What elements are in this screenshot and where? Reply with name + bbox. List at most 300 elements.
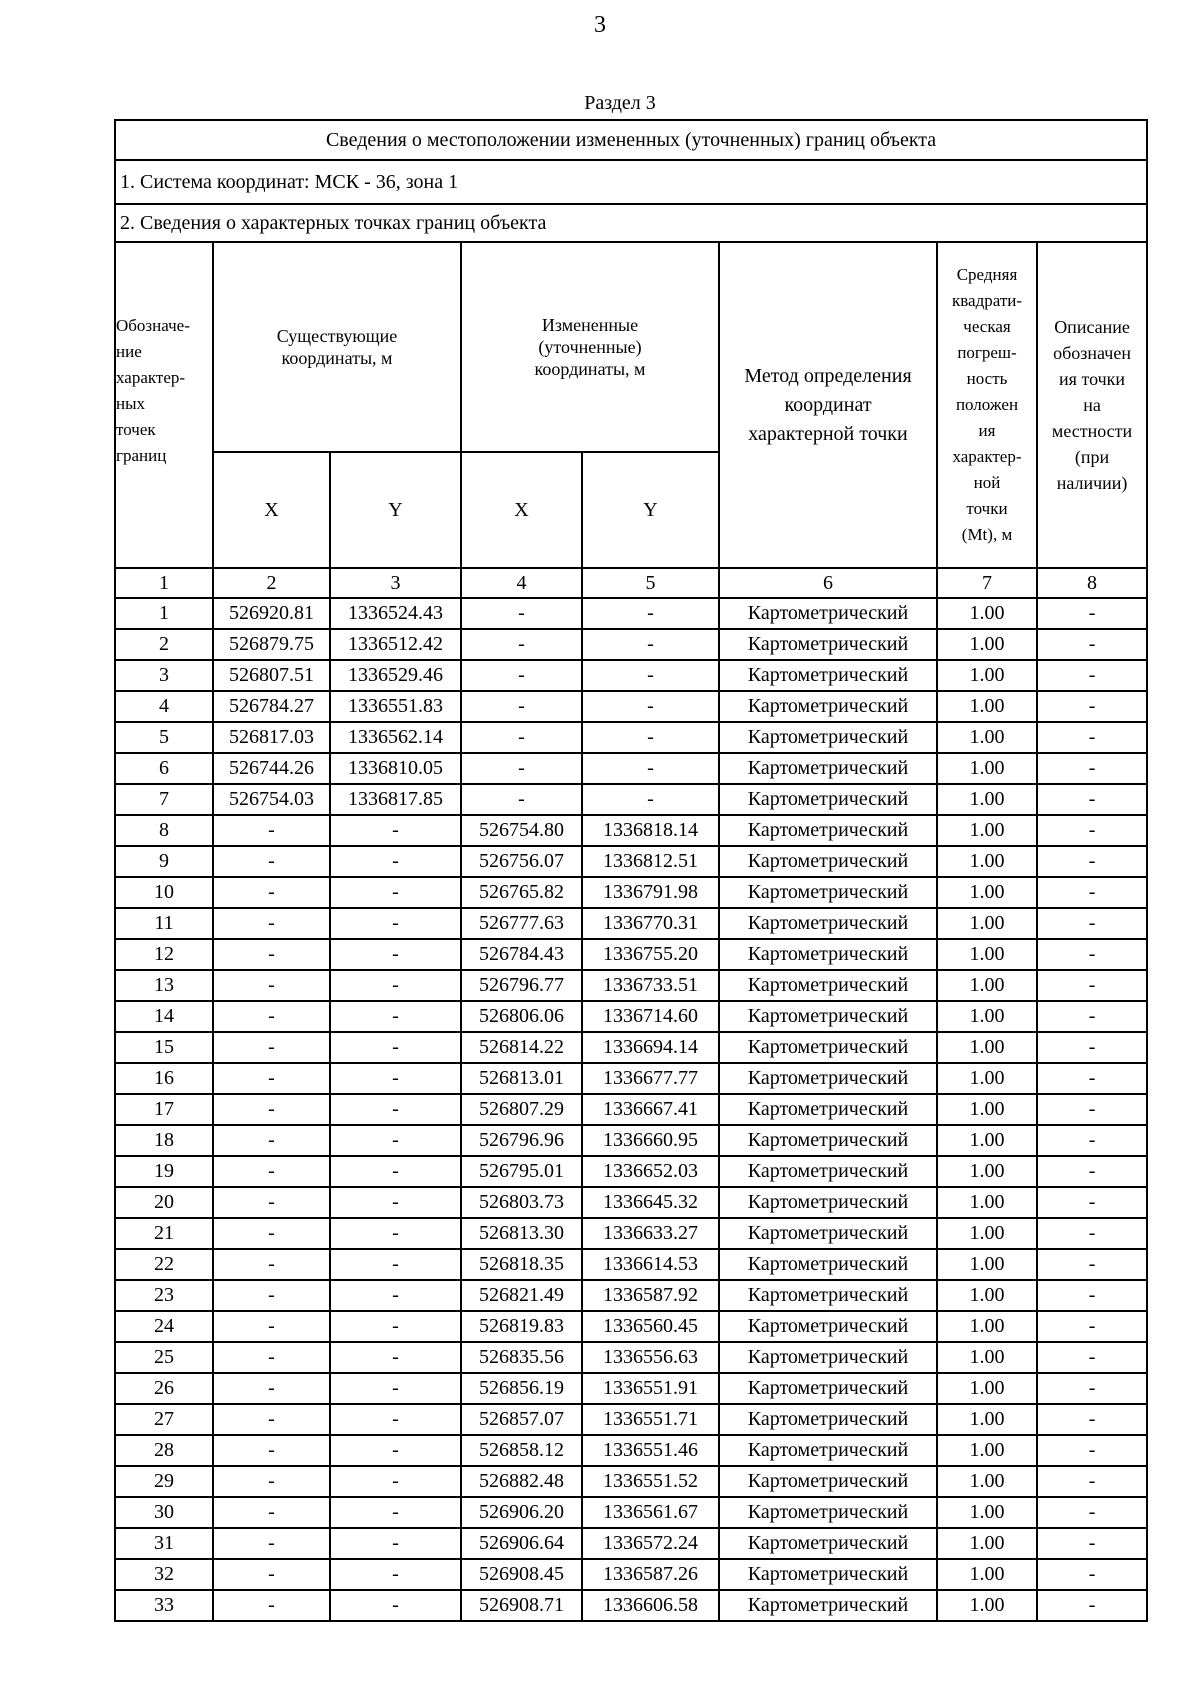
table-row [115,1125,1147,1156]
error-cell: 1.00 [937,877,1037,908]
x-changed-cell: 526765.82 [461,877,582,908]
x-existing-cell: - [213,877,330,908]
point-number-cell: 17 [115,1094,213,1125]
y-existing-cell: - [330,1528,461,1559]
section-title: Раздел 3 [584,92,656,114]
header-existing-coordinates: Существующие координаты, м [213,242,461,452]
y-existing-cell: - [330,1590,461,1621]
error-cell: 1.00 [937,1311,1037,1342]
x-changed-cell: 526784.43 [461,939,582,970]
x-existing-cell: - [213,1404,330,1435]
description-cell: - [1037,939,1147,970]
x-changed-cell: - [461,691,582,722]
y-changed-cell: 1336633.27 [582,1218,719,1249]
y-changed-cell: 1336677.77 [582,1063,719,1094]
point-number-cell: 25 [115,1342,213,1373]
method-cell: Картометрический [719,629,937,660]
x-changed-cell: 526821.49 [461,1280,582,1311]
y-existing-cell: - [330,1280,461,1311]
error-cell: 1.00 [937,1528,1037,1559]
point-number-cell: 10 [115,877,213,908]
x-changed-cell: 526795.01 [461,1156,582,1187]
x-changed-cell: 526756.07 [461,846,582,877]
y-changed-cell: 1336587.92 [582,1280,719,1311]
y-changed-cell: 1336652.03 [582,1156,719,1187]
y-changed-cell: 1336812.51 [582,846,719,877]
description-cell: - [1037,629,1147,660]
point-number-cell: 23 [115,1280,213,1311]
y-changed-cell: - [582,722,719,753]
point-number-cell: 1 [115,598,213,629]
table-row [115,1528,1147,1559]
description-cell: - [1037,1528,1147,1559]
column-number: 8 [1037,568,1147,598]
description-cell: - [1037,1435,1147,1466]
x-existing-cell: 526920.81 [213,598,330,629]
x-existing-cell: - [213,970,330,1001]
table-row [115,1435,1147,1466]
table-row [115,629,1147,660]
method-cell: Картометрический [719,1404,937,1435]
y-existing-cell: 1336810.05 [330,753,461,784]
table-row [115,1311,1147,1342]
error-cell: 1.00 [937,1435,1037,1466]
header-y-existing: Y [330,452,461,568]
table-row [115,815,1147,846]
description-cell: - [1037,1156,1147,1187]
y-existing-cell: - [330,1094,461,1125]
y-existing-cell: - [330,846,461,877]
x-changed-cell: 526819.83 [461,1311,582,1342]
point-number-cell: 26 [115,1373,213,1404]
method-cell: Картометрический [719,939,937,970]
error-cell: 1.00 [937,1559,1037,1590]
x-changed-cell: 526814.22 [461,1032,582,1063]
y-changed-cell: 1336551.91 [582,1373,719,1404]
error-cell: 1.00 [937,1373,1037,1404]
table-row [115,1497,1147,1528]
x-existing-cell: 526879.75 [213,629,330,660]
y-existing-cell: 1336551.83 [330,691,461,722]
y-changed-cell: 1336606.58 [582,1590,719,1621]
x-changed-cell: 526882.48 [461,1466,582,1497]
x-changed-cell: 526908.45 [461,1559,582,1590]
table-row [115,877,1147,908]
y-existing-cell: - [330,1466,461,1497]
y-changed-cell: 1336791.98 [582,877,719,908]
table-row [115,1280,1147,1311]
x-existing-cell: - [213,1435,330,1466]
point-number-cell: 8 [115,815,213,846]
method-cell: Картометрический [719,691,937,722]
point-number-cell: 33 [115,1590,213,1621]
y-existing-cell: - [330,1435,461,1466]
y-changed-cell: 1336587.26 [582,1559,719,1590]
y-changed-cell: - [582,598,719,629]
y-existing-cell: - [330,1218,461,1249]
y-existing-cell: 1336529.46 [330,660,461,691]
x-changed-cell: - [461,722,582,753]
x-changed-cell: 526906.64 [461,1528,582,1559]
table-row [115,1559,1147,1590]
point-number-cell: 5 [115,722,213,753]
x-existing-cell: - [213,1373,330,1404]
point-number-cell: 29 [115,1466,213,1497]
description-cell: - [1037,846,1147,877]
table-row [115,691,1147,722]
table-row [115,1218,1147,1249]
y-changed-cell: 1336667.41 [582,1094,719,1125]
x-changed-cell: 526754.80 [461,815,582,846]
error-cell: 1.00 [937,1342,1037,1373]
y-existing-cell: - [330,908,461,939]
column-number-row [115,568,1147,598]
x-changed-cell: 526806.06 [461,1001,582,1032]
description-cell: - [1037,1342,1147,1373]
x-changed-cell: 526835.56 [461,1342,582,1373]
point-number-cell: 30 [115,1497,213,1528]
method-cell: Картометрический [719,1094,937,1125]
x-changed-cell: 526906.20 [461,1497,582,1528]
x-existing-cell: - [213,1187,330,1218]
point-number-cell: 27 [115,1404,213,1435]
x-changed-cell: 526803.73 [461,1187,582,1218]
coordinate-system: 1. Система координат: МСК - 36, зона 1 [115,160,1147,204]
description-cell: - [1037,1001,1147,1032]
method-cell: Картометрический [719,1466,937,1497]
y-changed-cell: 1336733.51 [582,970,719,1001]
method-cell: Картометрический [719,784,937,815]
x-changed-cell: - [461,784,582,815]
y-changed-cell: - [582,629,719,660]
error-cell: 1.00 [937,598,1037,629]
x-existing-cell: - [213,1528,330,1559]
x-existing-cell: - [213,1156,330,1187]
x-existing-cell: - [213,1249,330,1280]
y-existing-cell: - [330,1032,461,1063]
table-row [115,1590,1147,1621]
y-changed-cell: 1336755.20 [582,939,719,970]
table-row [115,1032,1147,1063]
y-existing-cell: 1336562.14 [330,722,461,753]
column-number: 6 [719,568,937,598]
description-cell: - [1037,753,1147,784]
x-changed-cell: - [461,629,582,660]
x-existing-cell: 526784.27 [213,691,330,722]
y-existing-cell: - [330,1125,461,1156]
method-cell: Картометрический [719,1187,937,1218]
table-row [115,1156,1147,1187]
table-row [115,1187,1147,1218]
point-number-cell: 13 [115,970,213,1001]
description-cell: - [1037,1187,1147,1218]
x-existing-cell: - [213,1063,330,1094]
x-existing-cell: - [213,908,330,939]
column-number: 7 [937,568,1037,598]
y-changed-cell: 1336818.14 [582,815,719,846]
y-existing-cell: - [330,1404,461,1435]
description-cell: - [1037,1497,1147,1528]
point-number-cell: 12 [115,939,213,970]
x-existing-cell: - [213,815,330,846]
x-changed-cell: - [461,660,582,691]
method-cell: Картометрический [719,722,937,753]
error-cell: 1.00 [937,846,1037,877]
error-cell: 1.00 [937,1280,1037,1311]
table-row [115,1466,1147,1497]
description-cell: - [1037,660,1147,691]
point-number-cell: 20 [115,1187,213,1218]
header-x-changed: X [461,452,582,568]
description-cell: - [1037,1094,1147,1125]
point-number-cell: 22 [115,1249,213,1280]
error-cell: 1.00 [937,1156,1037,1187]
y-existing-cell: - [330,1063,461,1094]
method-cell: Картометрический [719,1032,937,1063]
y-existing-cell: 1336512.42 [330,629,461,660]
y-existing-cell: - [330,1249,461,1280]
header-x-existing: X [213,452,330,568]
x-existing-cell: - [213,1125,330,1156]
x-changed-cell: 526813.30 [461,1218,582,1249]
header-changed-coordinates: Измененные (уточненные) координаты, м [461,242,719,452]
x-existing-cell: - [213,1466,330,1497]
y-changed-cell: - [582,753,719,784]
point-number-cell: 11 [115,908,213,939]
y-existing-cell: - [330,815,461,846]
table-row [115,598,1147,629]
error-cell: 1.00 [937,753,1037,784]
method-cell: Картометрический [719,1590,937,1621]
error-cell: 1.00 [937,1001,1037,1032]
error-cell: 1.00 [937,784,1037,815]
x-changed-cell: 526796.77 [461,970,582,1001]
description-cell: - [1037,1218,1147,1249]
description-cell: - [1037,722,1147,753]
column-number: 2 [213,568,330,598]
description-cell: - [1037,1032,1147,1063]
y-changed-cell: 1336645.32 [582,1187,719,1218]
x-existing-cell: - [213,939,330,970]
y-existing-cell: 1336524.43 [330,598,461,629]
y-existing-cell: - [330,939,461,970]
y-existing-cell: - [330,1559,461,1590]
y-changed-cell: 1336560.45 [582,1311,719,1342]
description-cell: - [1037,877,1147,908]
x-existing-cell: - [213,1342,330,1373]
table-row [115,846,1147,877]
table-row [115,753,1147,784]
x-existing-cell: - [213,1032,330,1063]
error-cell: 1.00 [937,1125,1037,1156]
point-number-cell: 6 [115,753,213,784]
y-existing-cell: 1336817.85 [330,784,461,815]
method-cell: Картометрический [719,753,937,784]
point-number-cell: 9 [115,846,213,877]
boundary-points-table [114,119,1148,1622]
x-changed-cell: - [461,753,582,784]
point-number-cell: 28 [115,1435,213,1466]
error-cell: 1.00 [937,939,1037,970]
description-cell: - [1037,1466,1147,1497]
point-number-cell: 14 [115,1001,213,1032]
y-changed-cell: 1336694.14 [582,1032,719,1063]
x-changed-cell: 526858.12 [461,1435,582,1466]
x-existing-cell: - [213,1311,330,1342]
method-cell: Картометрический [719,1373,937,1404]
y-changed-cell: - [582,784,719,815]
description-cell: - [1037,970,1147,1001]
table-row [115,660,1147,691]
x-changed-cell: 526857.07 [461,1404,582,1435]
table-row [115,1001,1147,1032]
y-changed-cell: 1336551.52 [582,1466,719,1497]
points-heading: 2. Сведения о характерных точках границ объекта [115,204,1147,242]
table-row [115,1373,1147,1404]
method-cell: Картометрический [719,1001,937,1032]
header-y-changed: Y [582,452,719,568]
y-changed-cell: 1336572.24 [582,1528,719,1559]
y-existing-cell: - [330,1001,461,1032]
y-changed-cell: 1336556.63 [582,1342,719,1373]
table-row [115,1094,1147,1125]
description-cell: - [1037,1125,1147,1156]
error-cell: 1.00 [937,908,1037,939]
x-changed-cell: 526818.35 [461,1249,582,1280]
table-row [115,1063,1147,1094]
method-cell: Картометрический [719,815,937,846]
table-row [115,970,1147,1001]
method-cell: Картометрический [719,660,937,691]
method-cell: Картометрический [719,598,937,629]
method-cell: Картометрический [719,1249,937,1280]
description-cell: - [1037,815,1147,846]
y-changed-cell: 1336561.67 [582,1497,719,1528]
x-existing-cell: 526817.03 [213,722,330,753]
point-number-cell: 15 [115,1032,213,1063]
point-number-cell: 16 [115,1063,213,1094]
y-changed-cell: 1336614.53 [582,1249,719,1280]
description-cell: - [1037,908,1147,939]
method-cell: Картометрический [719,1435,937,1466]
x-existing-cell: 526807.51 [213,660,330,691]
error-cell: 1.00 [937,722,1037,753]
point-number-cell: 31 [115,1528,213,1559]
x-changed-cell: 526807.29 [461,1094,582,1125]
point-number-cell: 32 [115,1559,213,1590]
x-existing-cell: - [213,1218,330,1249]
table-row [115,1404,1147,1435]
description-cell: - [1037,1373,1147,1404]
method-cell: Картометрический [719,1497,937,1528]
method-cell: Картометрический [719,1342,937,1373]
error-cell: 1.00 [937,1218,1037,1249]
x-changed-cell: 526796.96 [461,1125,582,1156]
method-cell: Картометрический [719,846,937,877]
error-cell: 1.00 [937,1404,1037,1435]
error-cell: 1.00 [937,1590,1037,1621]
method-cell: Картометрический [719,908,937,939]
column-number: 1 [115,568,213,598]
header-description: Описание обозначен ия точки на местности (при наличии) [1037,242,1147,568]
x-existing-cell: - [213,1094,330,1125]
error-cell: 1.00 [937,629,1037,660]
x-existing-cell: - [213,846,330,877]
y-existing-cell: - [330,1497,461,1528]
description-cell: - [1037,1559,1147,1590]
x-changed-cell: 526908.71 [461,1590,582,1621]
point-number-cell: 4 [115,691,213,722]
header-method: Метод определения координат характерной точки [719,242,937,568]
method-cell: Картометрический [719,877,937,908]
error-cell: 1.00 [937,1497,1037,1528]
x-changed-cell: - [461,598,582,629]
error-cell: 1.00 [937,1187,1037,1218]
point-number-cell: 21 [115,1218,213,1249]
column-number: 5 [582,568,719,598]
point-number-cell: 7 [115,784,213,815]
error-cell: 1.00 [937,1063,1037,1094]
table-row [115,939,1147,970]
column-number: 3 [330,568,461,598]
error-cell: 1.00 [937,1249,1037,1280]
page-number: 3 [594,12,606,38]
method-cell: Картометрический [719,1311,937,1342]
x-existing-cell: 526754.03 [213,784,330,815]
table-row [115,1342,1147,1373]
y-existing-cell: - [330,1156,461,1187]
x-existing-cell: 526744.26 [213,753,330,784]
x-existing-cell: - [213,1001,330,1032]
description-cell: - [1037,598,1147,629]
column-number: 4 [461,568,582,598]
description-cell: - [1037,1311,1147,1342]
description-cell: - [1037,1404,1147,1435]
table-row [115,1249,1147,1280]
y-changed-cell: 1336714.60 [582,1001,719,1032]
description-cell: - [1037,1280,1147,1311]
point-number-cell: 18 [115,1125,213,1156]
error-cell: 1.00 [937,1466,1037,1497]
y-changed-cell: - [582,660,719,691]
description-cell: - [1037,1590,1147,1621]
y-changed-cell: 1336551.46 [582,1435,719,1466]
error-cell: 1.00 [937,1094,1037,1125]
header-designation: Обозначе- ние характер- ных точек границ [115,242,213,568]
method-cell: Картометрический [719,1125,937,1156]
error-cell: 1.00 [937,970,1037,1001]
description-cell: - [1037,784,1147,815]
x-changed-cell: 526813.01 [461,1063,582,1094]
table-row [115,908,1147,939]
description-cell: - [1037,1249,1147,1280]
method-cell: Картометрический [719,970,937,1001]
x-existing-cell: - [213,1280,330,1311]
y-existing-cell: - [330,970,461,1001]
point-number-cell: 3 [115,660,213,691]
x-existing-cell: - [213,1590,330,1621]
method-cell: Картометрический [719,1559,937,1590]
error-cell: 1.00 [937,691,1037,722]
y-existing-cell: - [330,1311,461,1342]
point-number-cell: 24 [115,1311,213,1342]
description-cell: - [1037,1063,1147,1094]
y-existing-cell: - [330,877,461,908]
y-existing-cell: - [330,1187,461,1218]
table-row [115,784,1147,815]
y-existing-cell: - [330,1342,461,1373]
error-cell: 1.00 [937,660,1037,691]
